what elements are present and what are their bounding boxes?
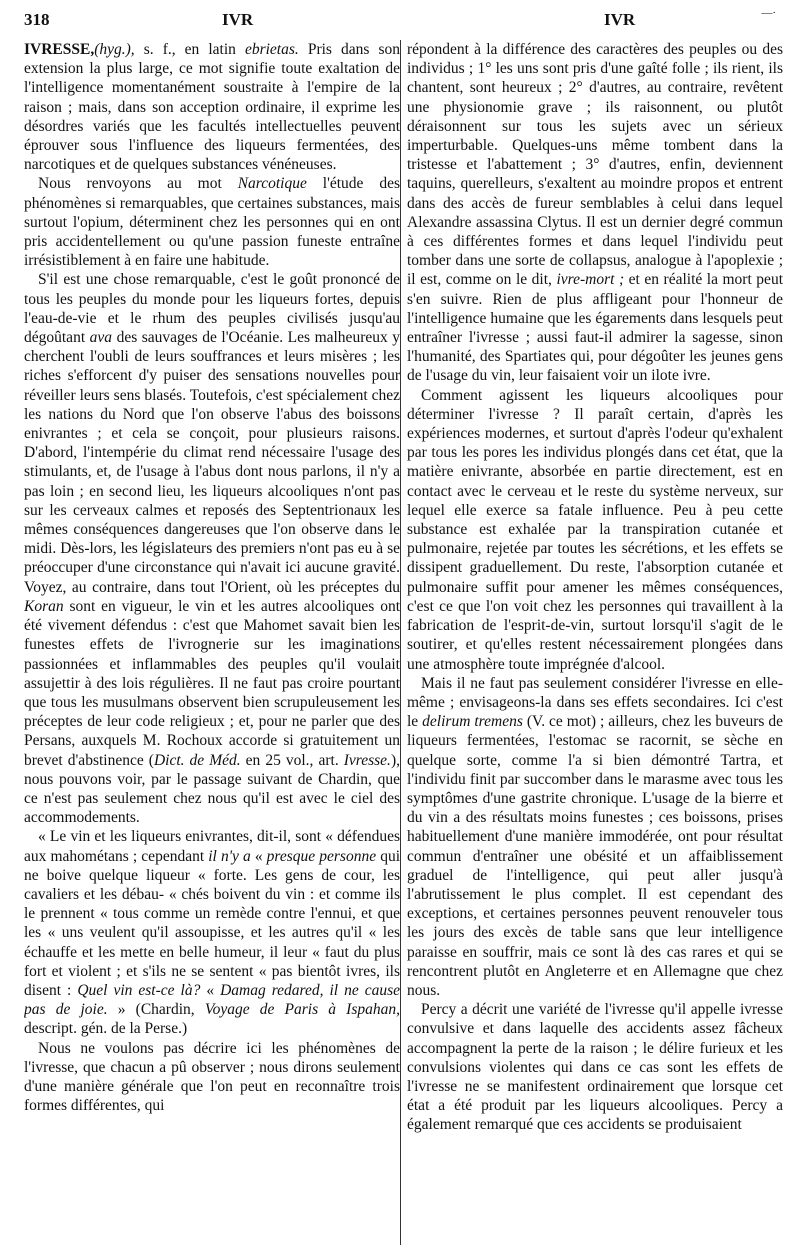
quote-line: « pas bientôt ivres, ils disent : [24, 962, 400, 999]
quote-mark: « [254, 847, 263, 865]
quote-line: qui ne boive quelque liqueur [24, 847, 400, 884]
text-run: Nous renvoyons au mot [38, 175, 238, 193]
text-run: répondent à la différence des caractères des peuples ou des individus ; 1° les uns sont pris d'une gaîté folle ; ils rient, ils chantent, sont heureux ; 2° d'autres, au contraire, revêtent une physionomie grave ; ils raisonnent, ou plutôt déraisonnent sur tous les sujets avec un sérieux imperturbable. Quelques-uns même tombent dans la tristesse et l'abattement ; 3° d'autres, enfin, deviennent taquins, querelleurs, s'exaltent au moindre propos et entrent dans des accès de fureur semblables à celui dans lequel Alexandre assassina Clytus. Il est un dernier degré commun à ces différentes formes et dans lequel l'individu peut tomber dans une sorte de collapsus, analogue à l'apoplexie ; il est, comme on le dit, [407, 41, 783, 289]
quote-line: « faut du plus fort et violent ; et s'ils ne se sentent [24, 943, 400, 980]
text-run: S'il est une chose remarquable, c'est le goût prononcé de tous les peuples du monde pour les liqueurs fortes, depuis l'eau-de-vie et le rhum des peuples civilisés jusqu'au dégoûtant [24, 271, 400, 347]
text-run: s. f., en latin [134, 41, 245, 58]
text-run: Mais il ne faut pas seulement considérer l'ivresse en elle-même ; envisageons-la dans ses effets secondaires. Ici c'est le [407, 674, 783, 731]
text-run: (V. ce mot) ; ailleurs, chez les buveurs de liqueurs fermentées, l'estomac se racornit, se sèche en quelque sorte, comme l'a si bien démontré Tartra, et l'individu finit par succomber dans le marasme avec tous les symptômes d'une gastrite chronique. L'usage de la bierre et du vin a des résultats moins funestes ; ces boissons, prises habituellement d'une manière immodérée, ont pour résultat commun d'entraîner une obésité et un affaiblissement graduel de l'intelligence, qui peut aller jusqu'à l'abrutissement le plus complet. Il est cependant des exceptions, et certaines personnes peuvent renouveler tous les jours des excès de table sans que leur intelligence paraisse en souffrir, mais ce sont là des cas rares et qui se rencontrent plutôt en Angleterre et en Allemagne que chez nous. [407, 713, 783, 999]
quotation-block [24, 827, 400, 1038]
category-abbr: (hyg.), [94, 41, 135, 58]
quote-italic: il n'y a [208, 847, 251, 865]
text-run: des sauvages de l'Océanie. Les malheureux y cherchent l'oubli de leurs souffrances et leurs misères ; les riches s'efforcent d'y puiser des sensations nouvelles pour réveiller leurs sens blasés. Toutefois, c'est spécialement chez les nations du Nord que l'on observe l'abus des boissons enivrantes ; et cela se conçoit, pour plusieurs raisons. D'abord, l'intempérie du climat rend nécessaire l'usage des stimulants, et, de l'usage à l'abus dont nous parlons, il n'y a pas loin ; en second lieu, les liqueurs alcooliques n'ont pas sur les cerveaux calmes et reposés des Septentrionaux les mêmes conséquences dangereuses que l'on observe dans le midi. Dès-lors, les législateurs des premiers n'ont pas eu à se préoccuper d'une circonstance qui n'avait ici aucune gravité. Voyez, au contraire, dans tout l'Orient, où les préceptes du [24, 329, 400, 596]
corner-mark: —· [761, 7, 776, 19]
right-column [407, 40, 783, 1250]
entry-paragraph-2 [24, 174, 400, 270]
italic-term: ava [89, 329, 113, 347]
entry-paragraph-4: Nous ne voulons pas décrire ici les phénomènes de l'ivresse, que chacun a pû observer ; nous dirons seulement d'une manière générale que l'on peut en reconnaître trois formes différentes, qui [24, 1039, 400, 1115]
citation: Ivresse. [343, 751, 391, 769]
running-head-left: IVR [222, 10, 254, 29]
italic-term: ivre-mort ; [556, 271, 625, 289]
quote-line: descript. gén. de la Perse.) [24, 1020, 188, 1038]
quote-line: « Le vin et les liqueurs enivrantes, dit-il, sont [38, 828, 322, 846]
quote-italic: Quel vin est-ce là? [77, 981, 201, 999]
running-header [24, 7, 776, 34]
cross-reference: Narcotique [237, 175, 307, 193]
entry-paragraph-3 [24, 270, 400, 827]
text-run: et en réalité la mort peut s'en suivre. Rien de plus affligeant pour l'honneur de l'intelligence humaine que les égarements dans lesquels peut entraîner l'ivresse ; aussi faut-il admirer la sagesse, sinon l'humanité, des Spartiates qui, pour dégoûter les jeunes gens de l'usage du vin, leur faisaient voir un ilote ivre. [407, 271, 783, 385]
citation: Voyage de Paris à Ispahan, [204, 1001, 400, 1019]
quote-italic: Damag redared, il ne cause pas de joie. [24, 981, 400, 1019]
latin-term: ebrietas. [244, 41, 299, 58]
text-run: Pris dans son extension la plus large, ce mot signifie toute exaltation de l'intelligence momentanément soustraite à l'empire de la raison ; mais, dans son acception ordinaire, il exprime les désordres variés que les facultés intellectuelles peuvent éprouver sous l'influence des liqueurs fermentées, des narcotiques et de quelques substances vénéneuses. [24, 41, 400, 174]
quote-line: « défendues aux mahométans ; cependant [24, 828, 400, 865]
italic-term: Koran [24, 597, 64, 615]
quote-line: « les échauffe et les mette en belle humeur, il leur [24, 924, 400, 961]
italic-term: delirum tremens [422, 713, 523, 731]
entry-paragraph-6: Comment agissent les liqueurs alcooliques pour déterminer l'ivresse ? Il paraît certain, d'après les expériences modernes, et surtout d'après l'odeur qu'exhalent par tous les pores les individus plongés dans cet état, que la matière enivrante, absorbée en partie directement, est en contact avec le cerveau et le reste du système nerveux, sur lequel elle exerce sa fatale influence. Peu à peu cette substance est exhalée par la transpiration cutanée et pulmonaire, rejetée par toutes les sécrétions, et les effets se dissipent graduellement. Du reste, l'absorption cutanée et pulmonaire suffit pour amener les mêmes conséquences, c'est ce que l'on voit chez les personnes qui travaillent à la fabrication de l'esprit-de-vin, surtout lorsqu'il s'agit de le soutirer, et qu'elles restent nécessairement plongées dans une atmosphère toute imprégnée d'alcool. [407, 386, 783, 673]
citation: Dict. de Méd. [153, 751, 241, 769]
quote-line: » (Chardin, [107, 1001, 205, 1019]
text-run: ), nous pouvons voir, par le passage suivant de Chardin, que ce n'est pas seulement chez nous qu'il est avec le ciel des accommodements. [24, 751, 400, 827]
entry-paragraph-7 [407, 674, 783, 1000]
entry-paragraph-1 [24, 40, 400, 174]
text-run: en 25 vol., art. [240, 751, 344, 769]
quote-line: « forte. Les gens de cour, les cavaliers et les débau- [24, 866, 400, 903]
left-column [24, 40, 400, 1250]
headword: IVRESSE, [24, 41, 95, 58]
running-head-right: IVR [604, 10, 636, 29]
text-run: sont en vigueur, le vin et les autres alcooliques ont été vivement défendus : c'est que Mahomet savait bien les funestes effets de l'ivrognerie sur les imaginations passionnées et inflammables des peuples qu'il voulait assujettir à des lois régulières. Il ne faut pas croire pourtant que tous les musulmans observent bien scrupuleusement les préceptes de leur code religieux ; et, pour ne parler que des Persans, auxquels M. Rochoux accorde si gratuitement un brevet d'abstinence ( [24, 597, 400, 769]
page-number: 318 [24, 10, 50, 29]
entry-paragraph-5 [407, 40, 783, 386]
column-divider [400, 40, 401, 1245]
quote-line: « chés boivent du vin : et comme ils le prennent [24, 885, 400, 923]
quote-mark: « [206, 981, 215, 999]
quote-line: « tous comme un remède contre l'ennui, et que les [24, 905, 400, 942]
entry-paragraph-8: Percy a décrit une variété de l'ivresse qu'il appelle ivresse convulsive et dans laquelle des accidents assez fâcheux accompagnent la perte de la raison ; le délire furieux et les convulsions violentes qui dans ce cas sont les effets de l'ivresse ne se manifestent ordinairement que lorsque cet état a été produit par les liqueurs alcooliques. Percy a également remarqué que ces accidents se produisaient [407, 1001, 783, 1134]
quote-line: « uns veulent qu'il assoupisse, et les autres qu'il [47, 924, 363, 942]
quote-italic: presque personne [266, 847, 377, 865]
text-run: l'étude des phénomènes si remarquables, que certaines substances, mais surtout l'opium, déterminent chez les personnes qui en ont pris accidentellement ou qu'une passion funeste entraîne irrésistiblement à en faire une habitude. [24, 175, 400, 270]
